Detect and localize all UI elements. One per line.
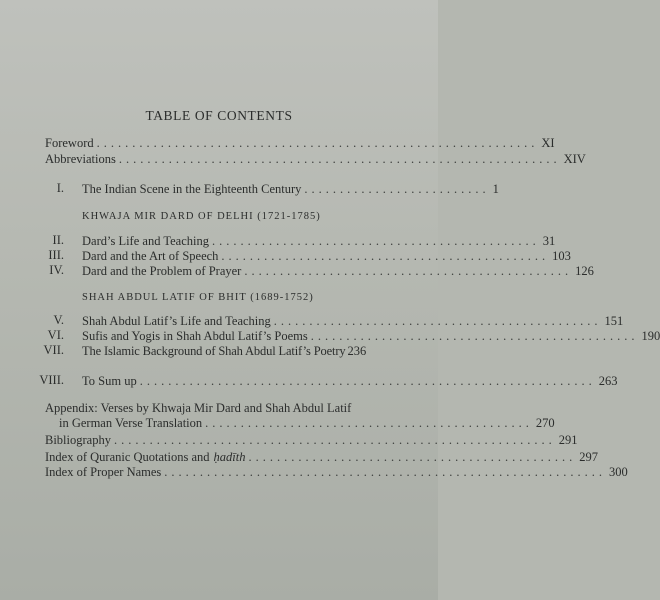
entry-title: The Islamic Background of Shah Abdul Latif’s Poetry [82,344,346,358]
entry-title: Index of Quranic Quotations and [45,450,210,464]
entry-title: Abbreviations [45,152,116,166]
chapter-number: VI. [47,328,64,342]
leader-dots: .............................................. [248,450,577,464]
leader-dots: .............................................. [273,314,602,328]
section-heading-dard: KHWAJA MIR DARD OF DELHI (1721-1785) [82,211,321,222]
toc-entry-appendix-line1: Appendix: Verses by Khwaja Mir Dard and Shah Abdul Latif [45,401,352,415]
toc-entry-index-names [45,464,628,480]
entry-page: 297 [579,450,598,464]
entry-title: Dard and the Art of Speech [82,249,219,263]
leader-dots: .............................................................. [96,136,539,150]
leader-dots: .............................................. [211,234,540,248]
entry-title: To Sum up [82,374,137,388]
entry-title: Index of Proper Names [45,465,162,479]
entry-page: XIV [563,152,586,166]
entry-title: Foreword [45,136,94,150]
entry-page: 270 [535,416,555,430]
chapter-number: VIII. [39,373,64,387]
toc-entry-chapter-3 [82,248,571,264]
chapter-number: I. [56,181,64,195]
toc-entry-chapter-7 [82,343,390,359]
leader-dots: .............................................................. [118,152,561,166]
entry-title: in German Verse Translation [59,416,203,430]
toc-entry-chapter-6 [82,328,660,344]
entry-page: 103 [552,249,571,263]
entry-page: 1 [492,182,499,196]
leader-dots: .............................................................. [113,433,556,447]
entry-title: Shah Abdul Latif’s Life and Teaching [82,314,271,328]
toc-entry-chapter-1 [82,181,499,197]
entry-title: Dard’s Life and Teaching [82,234,209,248]
entry-page: 31 [542,234,556,248]
toc-entry-appendix [59,415,555,431]
chapter-number: V. [53,313,64,327]
leader-dots: .............................................. [310,329,639,343]
toc-entry-foreword [45,135,555,151]
toc-entry-chapter-2 [82,233,556,249]
leader-dots: .............................................. [205,416,533,430]
entry-page: 291 [558,433,578,447]
entry-page: 151 [604,314,624,328]
leader-dots: .............................................................. [164,465,607,479]
toc-entry-bibliography [45,432,578,448]
section-heading-latif: SHAH ABDUL LATIF OF BHIT (1689-1752) [82,292,314,303]
entry-page: 236 [347,344,367,358]
entry-page: XI [541,136,555,150]
leader-dots: .............................................. [244,264,573,278]
chapter-number: VII. [43,343,64,357]
page-title: TABLE OF CONTENTS [145,108,293,123]
entry-page: 126 [575,264,594,278]
entry-title-italic: ḥadīth [213,450,246,464]
toc-entry-abbreviations [45,151,586,167]
entry-title: The Indian Scene in the Eighteenth Century [82,182,302,196]
leader-dots: .............................................. [221,249,550,263]
leader-dots: .......................... [304,182,490,196]
entry-title: Bibliography [45,433,111,447]
leader-dots: ................................................................ [139,374,596,388]
chapter-number: IV. [49,263,64,277]
entry-page: 300 [609,465,628,479]
entry-page: 263 [598,374,618,388]
chapter-number: II. [52,233,64,247]
entry-title: Sufis and Yogis in Shah Abdul Latif’s Poems [82,329,308,343]
entry-page: 190 [641,329,660,343]
toc-entry-chapter-4 [82,263,594,279]
chapter-number: III. [48,248,64,262]
toc-entry-chapter-8 [82,373,618,389]
entry-title: Dard and the Problem of Prayer [82,264,242,278]
toc-entry-index-quranic [45,449,598,465]
toc-entry-chapter-5 [82,313,624,329]
